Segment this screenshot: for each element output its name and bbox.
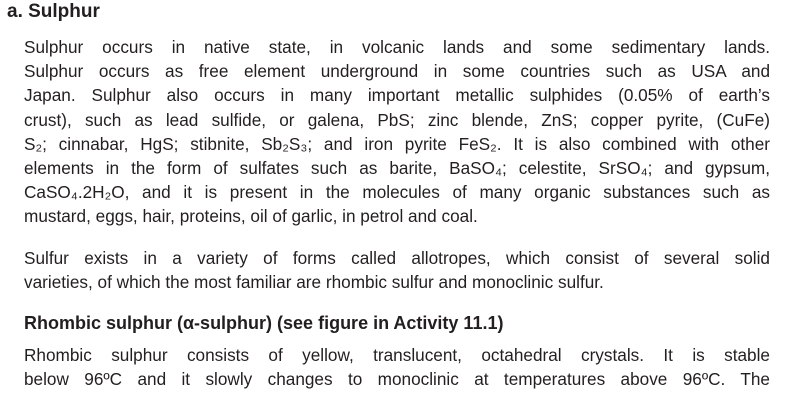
paragraph-line: Sulphur occurs as free element underground in some countries such as USA and xyxy=(24,61,770,82)
paragraph-line: Sulphur occurs in native state, in volcanic lands and some sedimentary lands. xyxy=(24,37,770,57)
paragraph-occurrence xyxy=(24,35,770,229)
subheading-rhombic-sulphur: Rhombic sulphur (α-sulphur) (see figure in Activity 11.1) xyxy=(24,313,504,333)
paragraph-line: CaSO₄.2H₂O, and it is present in the molecules of many organic substances such as xyxy=(24,182,770,203)
paragraph-line: crust), such as lead sulfide, or galena, PbS; zinc blende, ZnS; copper pyrite, (CuFe) xyxy=(24,109,770,130)
paragraph-line: Sulfur exists in a variety of forms called allotropes, which consist of several solid xyxy=(24,248,770,268)
section-heading: a. Sulphur xyxy=(7,1,100,22)
paragraph-line: below 96ºC and it slowly changes to monoclinic at temperatures above 96ºC. The xyxy=(24,369,770,390)
paragraph-line: Japan. Sulphur also occurs in many important metallic sulphides (0.05% of earth’s xyxy=(24,85,770,106)
paragraph-line: mustard, eggs, hair, proteins, oil of garlic, in petrol and coal. xyxy=(24,206,478,227)
paragraph-line: Rhombic sulphur consists of yellow, translucent, octahedral crystals. It is stable xyxy=(24,345,770,365)
paragraph-allotropes xyxy=(24,246,770,294)
paragraph-rhombic xyxy=(24,343,770,391)
paragraph-line: S₂; cinnabar, HgS; stibnite, Sb₂S₃; and iron pyrite FeS₂. It is also combined with other xyxy=(24,133,770,154)
paragraph-line: elements in the form of sulfates such as barite, BaSO₄; celestite, SrSO₄; and gypsum, xyxy=(24,157,770,178)
paragraph-line: varieties, of which the most familiar are rhombic sulfur and monoclinic sulfur. xyxy=(24,272,604,293)
